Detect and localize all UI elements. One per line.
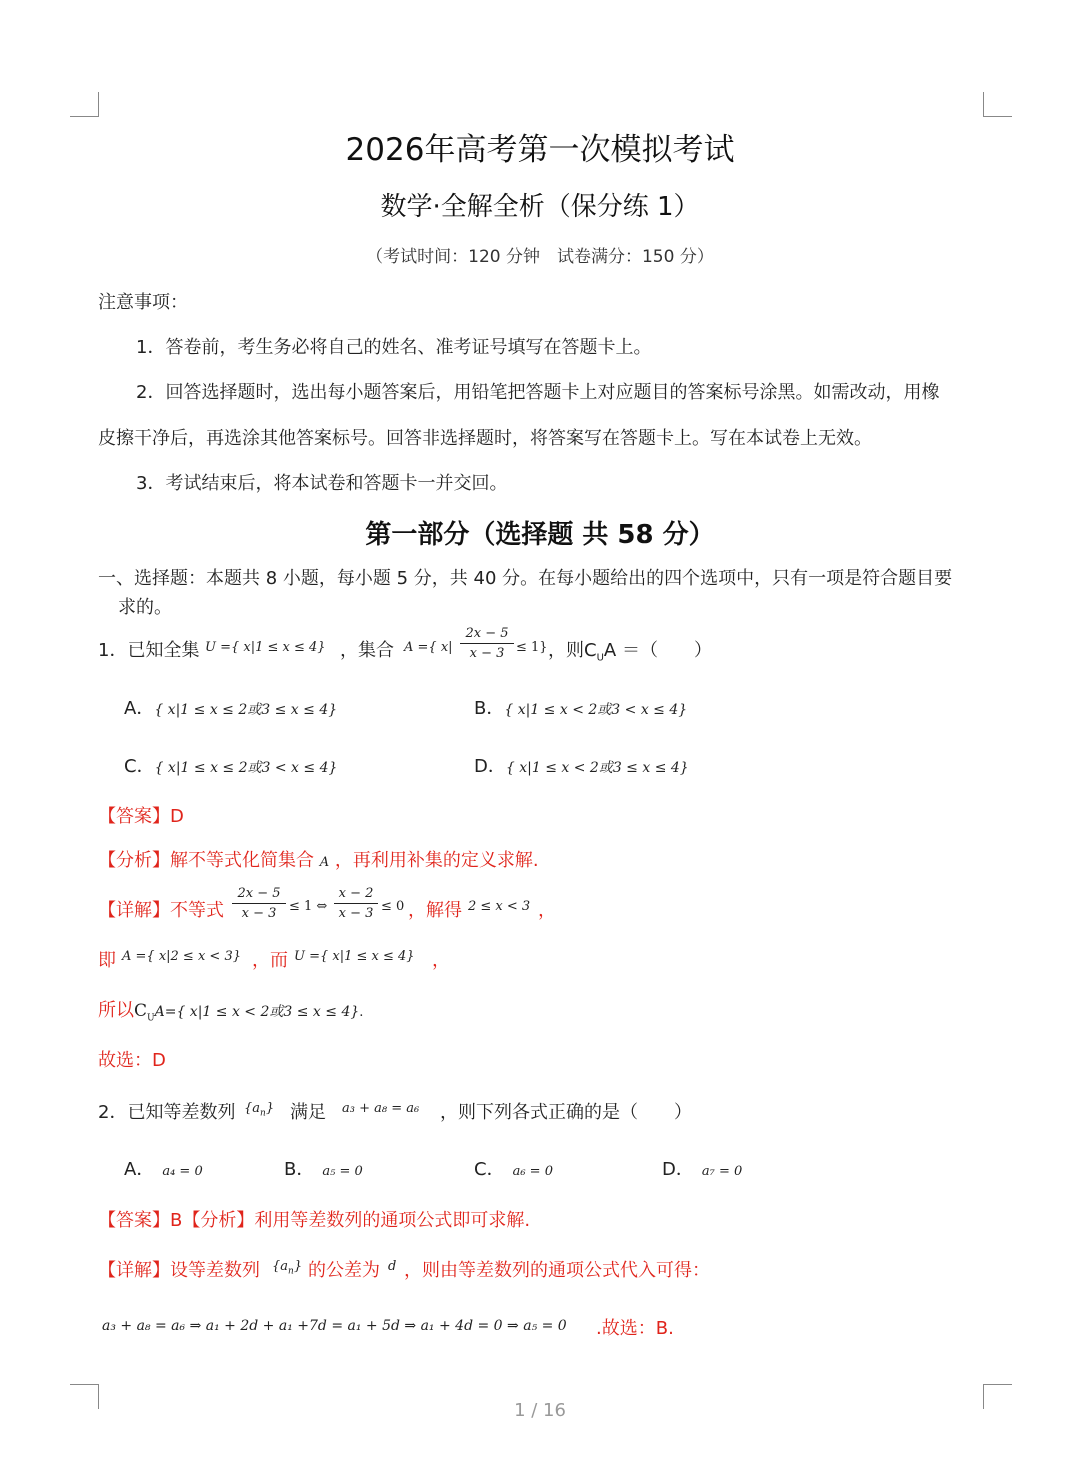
sequence-subscript: n: [288, 1266, 294, 1277]
q1-line3: [98, 996, 363, 1024]
complement-symbol: C: [134, 1001, 148, 1021]
q1-set-a-fraction: [460, 626, 514, 661]
corner-mark-top-left: [70, 92, 99, 117]
option-label: D．: [474, 756, 506, 777]
q1-detail-solution-label: ，解得: [408, 900, 462, 921]
option-label: C．: [124, 756, 155, 777]
option-text: { x|1 ≤ x < 2或3 ≤ x ≤ 4}: [505, 760, 689, 776]
q2-detail-d: d: [388, 1259, 397, 1274]
q1-complement: [584, 636, 712, 664]
q2-sequence: [244, 1101, 274, 1119]
fraction-bar: [460, 643, 514, 644]
q2-detail-prefix: 【详解】设等差数列: [98, 1260, 260, 1281]
sequence-close: }: [293, 1259, 303, 1274]
section-title: 第一部分（选择题 共 58 分）: [365, 520, 715, 550]
q1-option-b: [474, 694, 687, 720]
fraction-numerator: x − 2: [338, 886, 374, 901]
option-text: a₄ = 0: [162, 1164, 203, 1179]
q1-line2-mid: ，而: [252, 950, 288, 971]
complement-subscript: U: [596, 652, 604, 664]
fraction-bar: [232, 903, 286, 904]
q1-set-a-rhs: ≤ 1}: [516, 640, 548, 655]
q2-prefix: 2．已知等差数列: [98, 1102, 236, 1123]
q1-choose: 故选：D: [98, 1050, 166, 1071]
q1-analysis: [98, 846, 539, 872]
option-text: { x|1 ≤ x < 2或3 < x ≤ 4}: [504, 702, 688, 718]
q2-option-b: [284, 1155, 363, 1181]
q2-option-c: [474, 1155, 553, 1181]
analysis-prefix: 【分析】解不等式化简集合: [98, 850, 314, 871]
q1-universal-set: U ={ x|1 ≤ x ≤ 4}: [205, 640, 326, 655]
option-label: A．: [124, 1159, 155, 1180]
q2-option-d: [662, 1155, 742, 1181]
section-intro-line-2: 求的。: [118, 597, 172, 618]
q2-detail-tail: ，则由等差数列的通项公式代入可得：: [404, 1260, 710, 1281]
fraction-denominator: x − 3: [469, 646, 505, 661]
section-intro-line-1: 一、选择题：本题共 8 小题，每小题 5 分，共 40 分。在每小题给出的四个选项中，只有一项是符合题目要: [98, 568, 953, 589]
fraction-bar: [334, 903, 378, 904]
line3-end: .: [359, 1005, 364, 1020]
q1-detail-le0: ≤ 0: [381, 899, 405, 914]
fraction-numerator: 2x − 5: [465, 626, 509, 641]
sequence-open: {a: [272, 1259, 289, 1274]
q1-detail-prefix: 【详解】不等式: [98, 900, 224, 921]
corner-mark-top-right: [983, 92, 1012, 117]
q1-line2-set-u: U ={ x|1 ≤ x ≤ 4}: [294, 949, 415, 964]
q1-detail-end: ，: [538, 900, 556, 921]
q1-line2-set-a: A ={ x|2 ≤ x < 3}: [122, 949, 241, 964]
q2-answer-analysis: 【答案】B【分析】利用等差数列的通项公式即可求解.: [98, 1210, 531, 1231]
q1-tail-text: ，则: [548, 640, 584, 661]
notice-item-2-line-1: 2．回答选择题时，选出每小题答案后，用铅笔把答题卡上对应题目的答案标号涂黑。如需改动，用橡: [136, 382, 940, 403]
sequence-subscript: n: [260, 1108, 266, 1119]
q1-answer: 【答案】D: [98, 806, 184, 827]
page-title: 2026年高考第一次模拟考试: [345, 132, 735, 168]
q2-condition: a₃ + a₈ = a₆: [342, 1101, 420, 1116]
line3-result-set: A={ x|1 ≤ x < 2或3 ≤ x ≤ 4}: [154, 1004, 360, 1020]
option-text: { x|1 ≤ x ≤ 2或3 < x ≤ 4}: [154, 760, 338, 776]
option-text: a₆ = 0: [512, 1164, 553, 1179]
option-text: a₅ = 0: [322, 1164, 363, 1179]
option-label: B．: [474, 698, 505, 719]
option-label: D．: [662, 1159, 694, 1180]
q1-option-a: [124, 694, 337, 720]
fraction-numerator: 2x − 5: [237, 886, 281, 901]
analysis-var: A: [319, 855, 330, 870]
q1-mid-text: ，集合: [340, 640, 394, 661]
q1-detail-fraction-1: [232, 886, 286, 921]
q2-satisfy: 满足: [290, 1102, 326, 1123]
q2-detail-mid: 的公差为: [308, 1260, 380, 1281]
notice-item-2-line-2: 皮擦干净后，再选涂其他答案标号。回答非选择题时，将答案写在答题卡上。写在本试卷上无效。: [98, 428, 872, 449]
q1-detail-solution: 2 ≤ x < 3: [468, 899, 531, 914]
page-subtitle: 数学·全解全析（保分练 1）: [380, 192, 700, 222]
option-label: C．: [474, 1159, 505, 1180]
q2-formula-tail: .故选：B.: [596, 1318, 674, 1339]
q1-set-a-lhs: A ={ x|: [404, 640, 453, 655]
q1-line2-prefix: 即: [98, 950, 116, 971]
notice-item-1: 1．答卷前，考生务必将自己的姓名、准考证号填写在答题卡上。: [136, 337, 652, 358]
q1-option-d: [474, 752, 689, 778]
notice-heading: 注意事项：: [98, 292, 188, 313]
complement-tail: A ＝（ ）: [603, 640, 712, 661]
option-text: a₇ = 0: [701, 1164, 743, 1179]
complement-symbol: C: [584, 640, 597, 661]
q1-option-c: [124, 752, 337, 778]
q2-tail: ，则下列各式正确的是（ ）: [440, 1102, 692, 1123]
q1-detail-fraction-2: [334, 886, 378, 921]
option-text: { x|1 ≤ x ≤ 2或3 ≤ x ≤ 4}: [154, 702, 338, 718]
line3-prefix: 所以: [98, 1000, 134, 1021]
option-label: B．: [284, 1159, 315, 1180]
fraction-denominator: x − 3: [338, 906, 374, 921]
option-label: A．: [124, 698, 155, 719]
q2-formula: a₃ + a₈ = a₆ ⇒ a₁ + 2d + a₁ +7d = a₁ + 5d ⇒ a₁ + 4d = 0 ⇒ a₅ = 0: [102, 1318, 567, 1334]
analysis-tail: ，再利用补集的定义求解.: [334, 850, 539, 871]
q2-option-a: [124, 1155, 203, 1181]
fraction-denominator: x − 3: [241, 906, 277, 921]
q1-detail-iff: ≤ 1 ⇔: [289, 899, 328, 914]
exam-info: （考试时间：120 分钟 试卷满分：150 分）: [366, 247, 714, 267]
complement-subscript: U: [147, 1013, 155, 1024]
page-number: 1 / 16: [514, 1400, 566, 1421]
notice-item-3: 3．考试结束后，将本试卷和答题卡一并交回。: [136, 473, 508, 494]
q1-line2-end: ，: [432, 950, 450, 971]
q1-prefix: 1．已知全集: [98, 640, 200, 661]
sequence-open: {a: [244, 1101, 261, 1116]
sequence-close: }: [265, 1101, 275, 1116]
q2-detail-sequence: [272, 1259, 302, 1277]
